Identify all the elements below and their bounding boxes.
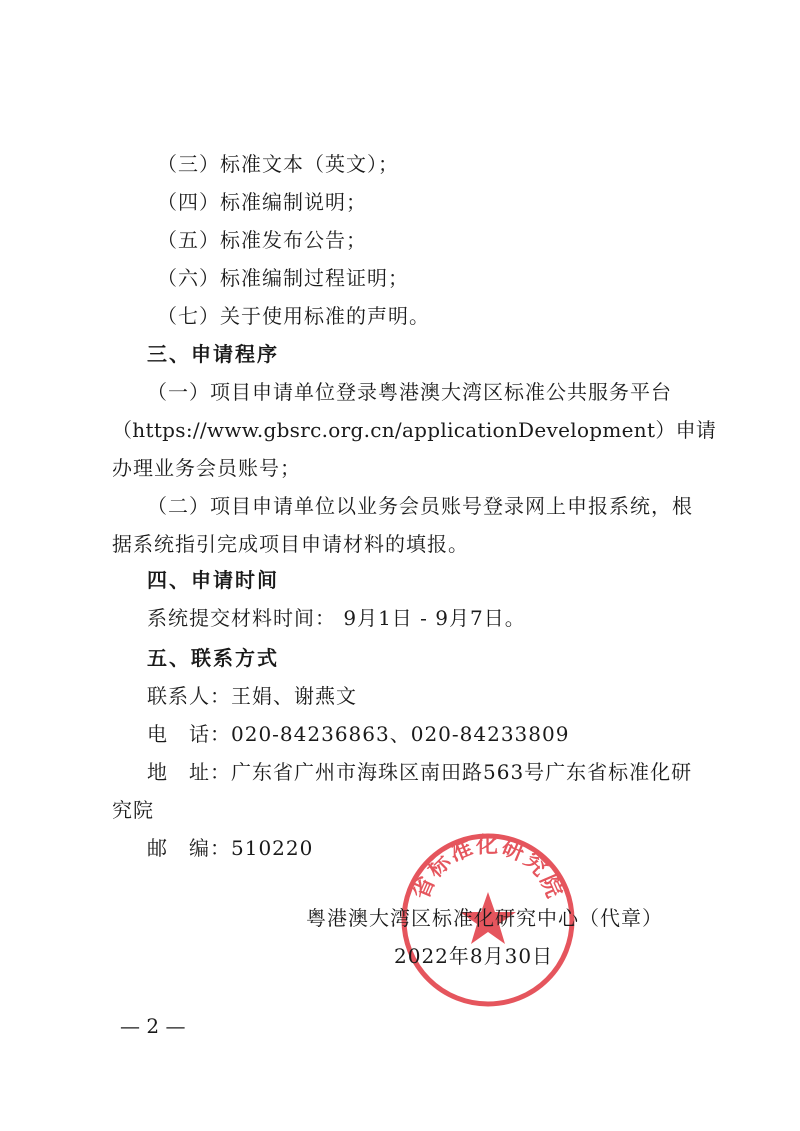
contact-phone: 电 话：020-84236863、020-84233809	[147, 722, 570, 746]
list-item-7: （七）关于使用标准的声明。	[157, 304, 430, 328]
list-item-4: （四）标准编制说明；	[157, 190, 367, 214]
section5-heading: 五、联系方式	[147, 646, 279, 670]
section3-p2-line2: 据系统指引完成项目申请材料的填报。	[112, 532, 469, 556]
signature-org: 粤港澳大湾区标准化研究中心（代章）	[306, 906, 663, 930]
section4-text: 系统提交材料时间： 9月1日 - 9月7日。	[147, 606, 526, 630]
section3-p1-line2: （https://www.gbsrc.org.cn/applicationDevelopment）申请	[112, 418, 717, 442]
signature-date: 2022年8月30日	[394, 944, 554, 968]
section3-p2-line1: （二）项目申请单位以业务会员账号登录网上申报系统，根	[147, 494, 693, 518]
section3-p1-line1: （一）项目申请单位登录粤港澳大湾区标准公共服务平台	[147, 380, 672, 404]
contact-postcode: 邮 编：510220	[147, 836, 314, 860]
list-item-3: （三）标准文本（英文）；	[157, 152, 399, 176]
contact-address-line2: 究院	[112, 798, 154, 822]
page-number: — 2 —	[120, 1014, 186, 1038]
section3-p1-line3: 办理业务会员账号；	[112, 456, 301, 480]
list-item-5: （五）标准发布公告；	[157, 228, 367, 252]
section4-heading: 四、申请时间	[147, 568, 279, 592]
section3-heading: 三、申请程序	[147, 342, 279, 366]
contact-person: 联系人：王娟、谢燕文	[147, 684, 357, 708]
contact-address-line1: 地 址：广东省广州市海珠区南田路563号广东省标准化研	[147, 760, 693, 784]
seal-text: 省标准化研究院	[407, 832, 569, 904]
list-item-6: （六）标准编制过程证明；	[157, 266, 409, 290]
